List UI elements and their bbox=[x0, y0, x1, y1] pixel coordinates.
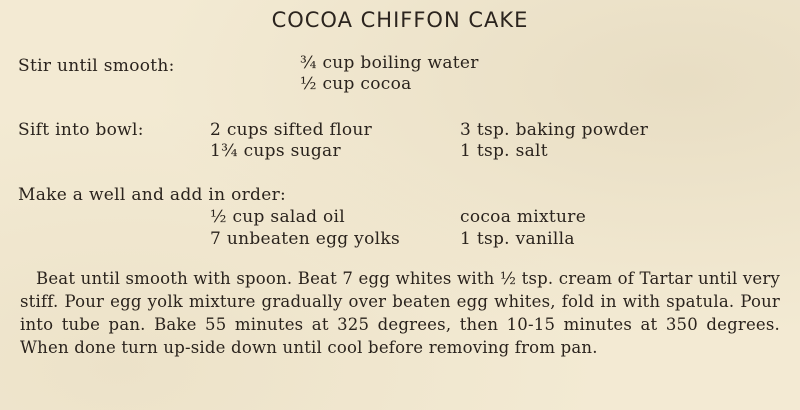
ingredient-baking-powder: 3 tsp. baking powder bbox=[460, 120, 649, 140]
ingredient-flour: 2 cups sifted flour bbox=[210, 120, 373, 140]
instructions-text: Beat until smooth with spoon. Beat 7 egg whites with ½ tsp. cream of Tartar until very stiff. Pour egg yolk mixture gradually over beaten egg whites, fold in with spatula. Pour into tube pan. Bake 55 minutes at 325 degrees, then 10-15 minutes at 350 degrees. When done turn up-side down until cool before removing from pan. bbox=[20, 269, 780, 357]
recipe-title: COCOA CHIFFON CAKE bbox=[271, 8, 529, 32]
step-3-label: Make a well and add in order: bbox=[18, 185, 287, 205]
step-2-label: Sift into bowl: bbox=[18, 120, 144, 140]
ingredient-vanilla: 1 tsp. vanilla bbox=[460, 229, 575, 249]
ingredient-boiling-water: ¾ cup boiling water bbox=[300, 53, 479, 73]
ingredient-salt: 1 tsp. salt bbox=[460, 141, 548, 161]
instructions-paragraph bbox=[20, 267, 780, 359]
ingredient-salad-oil: ½ cup salad oil bbox=[210, 207, 345, 227]
step-1-label: Stir until smooth: bbox=[18, 56, 175, 76]
ingredient-cocoa: ½ cup cocoa bbox=[300, 74, 412, 94]
ingredient-sugar: 1¾ cups sugar bbox=[210, 141, 341, 161]
ingredient-cocoa-mixture: cocoa mixture bbox=[460, 207, 587, 227]
ingredient-egg-yolks: 7 unbeaten egg yolks bbox=[210, 229, 400, 249]
